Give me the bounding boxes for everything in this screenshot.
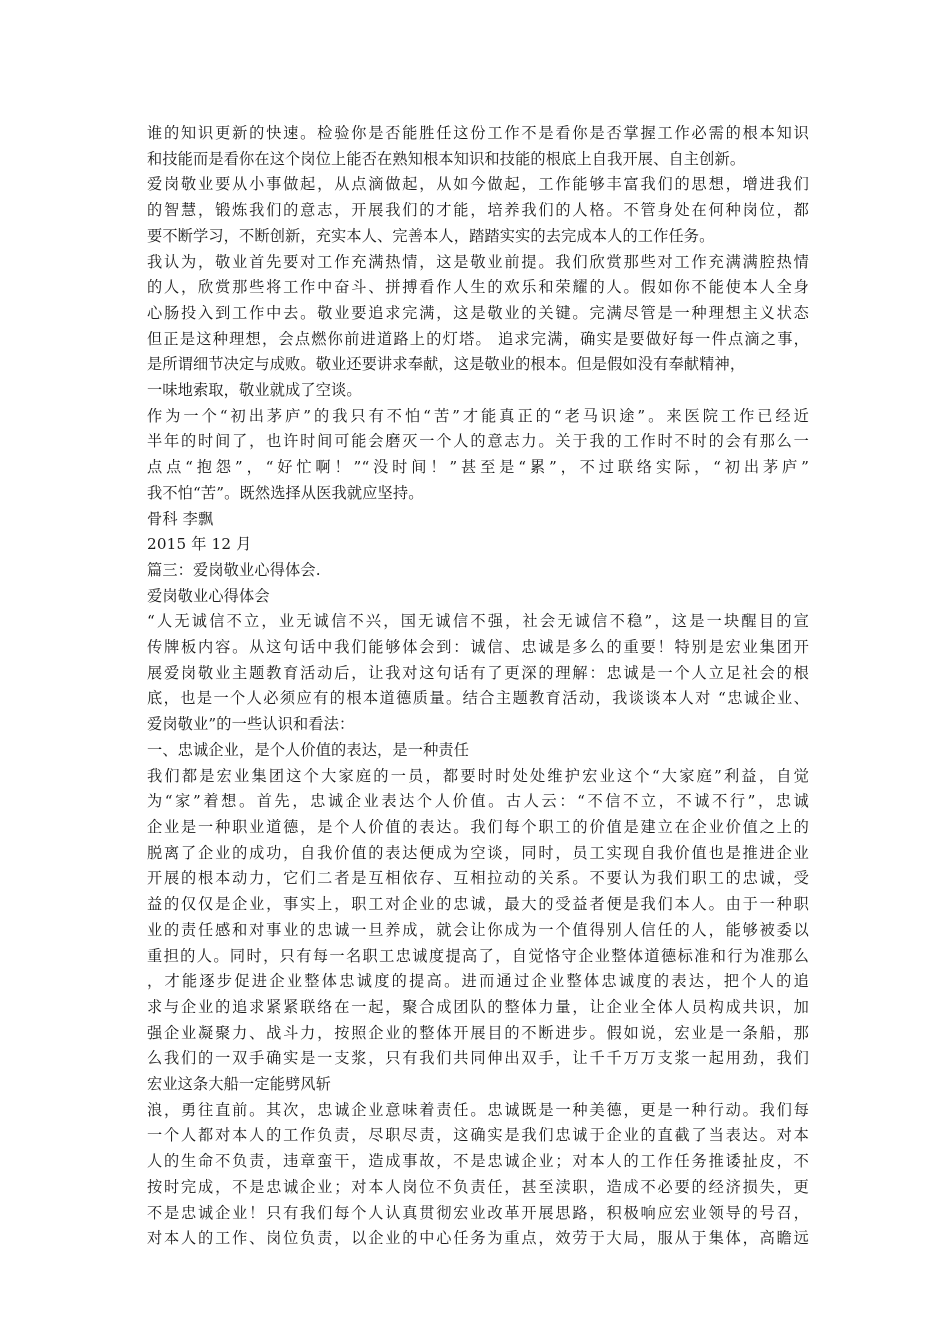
text-line: 么我们的一双手确实是一支浆，只有我们共同伸出双手，让千千万万支浆一起用劲，我们	[147, 1049, 809, 1068]
text-line: 我认为，敬业首先要对工作充满热情，这是敬业前提。我们欣赏那些对工作充满满腔热情	[147, 252, 809, 271]
text-line: 展爱岗敬业主题教育活动后，让我对这句话有了更深的理解：忠诚是一个人立足社会的根	[147, 663, 809, 682]
document-body	[147, 121, 809, 1252]
text-line: 是所谓细节决定与成败。敬业还要讲求奉献，这是敬业的根本。但是假如没有奉献精神，	[147, 355, 746, 374]
text-line: 但正是这种理想，会点燃你前进道路上的灯塔。 追求完满，确实是要做好每一件点滴之事，	[147, 329, 809, 348]
text-line: 强企业凝聚力、战斗力，按照企业的整体开展目的不断进步。假如说，宏业是一条船，那	[147, 1023, 809, 1042]
text-line: 企业是一种职业道德，是个人价值的表达。我们每个职工的价值是建立在企业价值之上的	[147, 817, 809, 836]
text-line: 爱岗敬业心得体会	[147, 586, 270, 605]
text-line: 爱岗敬业要从小事做起，从点滴做起，从如今做起，工作能够丰富我们的思想，增进我们	[147, 175, 809, 194]
text-line: 宏业这条大船一定能劈风斩	[147, 1075, 332, 1094]
text-line: “人无诚信不立，业无诚信不兴，国无诚信不强，社会无诚信不稳”，这是一块醒目的宣	[147, 612, 809, 631]
text-line: ，才能逐步促进企业整体忠诚度的提高。进而通过企业整体忠诚度的表达，把个人的追	[147, 972, 809, 991]
text-line: 骨科 李飘	[147, 509, 214, 528]
text-line: 一味地索取，敬业就成了空谈。	[147, 381, 362, 400]
text-line: 我不怕“苦”。既然选择从医我就应坚持。	[147, 483, 424, 502]
text-line: 半年的时间了，也许时间可能会磨灭一个人的意志力。关于我的工作时不时的会有那么一	[147, 432, 809, 451]
text-line: 重担的人。同时，只有每一名职工忠诚度提高了，自觉恪守企业整体道德标准和行为准那么	[147, 946, 809, 965]
text-line: 人的生命不负责，违章蛮干，造成事故，不是忠诚企业；对本人的工作任务推诿扯皮，不	[147, 1152, 809, 1171]
text-line: 的人，欣赏那些将工作中奋斗、拼搏看作人生的欢乐和荣耀的人。假如你不能使本人全身	[147, 278, 809, 297]
text-line: 一、忠诚企业，是个人价值的表达，是一种责任	[147, 740, 470, 759]
text-line: 为“家”着想。首先，忠诚企业表达个人价值。古人云：“不信不立，不诚不行”，忠诚	[147, 792, 809, 811]
text-line: 求与企业的追求紧紧联络在一起，聚合成团队的整体力量，让企业全体人员构成共识，加	[147, 997, 809, 1016]
text-line: 和技能而是看你在这个岗位上能否在熟知根本知识和技能的根底上自我开展、自主创新。	[147, 149, 746, 168]
text-line: 点点“抱怨”，“好忙啊！”“没时间！”甚至是“累”，不过联络实际，“初出茅庐”	[147, 458, 809, 477]
text-line: 我们都是宏业集团这个大家庭的一员，都要时时处处维护宏业这个“大家庭”利益，自觉	[147, 766, 809, 785]
text-line: 益的仅仅是企业，事实上，职工对企业的忠诚，最大的受益者便是我们本人。由于一种职	[147, 895, 809, 914]
text-line: 底，也是一个人必须应有的根本道德质量。结合主题教育活动，我谈谈本人对 “忠诚企业、	[147, 689, 809, 708]
text-line: 篇三：爱岗敬业心得体会.	[147, 560, 321, 579]
text-line: 心肠投入到工作中去。敬业要追求完满，这是敬业的关键。完满尽管是一种理想主义状态	[147, 303, 809, 322]
text-line: 不是忠诚企业！只有我们每个人认真贯彻宏业改革开展思路，积极响应宏业领导的号召，	[147, 1203, 809, 1222]
text-line: 对本人的工作、岗位负责，以企业的中心任务为重点，效劳于大局，服从于集体，高瞻远	[147, 1229, 809, 1248]
text-line: 开展的根本动力，它们二者是互相依存、互相拉动的关系。不要认为我们职工的忠诚，受	[147, 869, 809, 888]
text-line: 按时完成，不是忠诚企业；对本人岗位不负责任，甚至渎职，造成不必要的经济损失，更	[147, 1177, 809, 1196]
text-line: 一个人都对本人的工作负责，尽职尽责，这确实是我们忠诚于企业的直截了当表达。对本	[147, 1126, 809, 1145]
text-line: 脱离了企业的成功，自我价值的表达便成为空谈，同时，员工实现自我价值也是推进企业	[147, 843, 809, 862]
text-line: 浪，勇往直前。其次，忠诚企业意味着责任。忠诚既是一种美德，更是一种行动。我们每	[147, 1100, 809, 1119]
text-line: 谁的知识更新的快速。检验你是否能胜任这份工作不是看你是否掌握工作必需的根本知识	[147, 124, 809, 142]
text-line: 业的责任感和对事业的忠诚一旦养成，就会让你成为一个值得别人信任的人，能够被委以	[147, 920, 809, 939]
text-line: 爱岗敬业”的一些认识和看法：	[147, 715, 355, 734]
text-line: 作为一个“初出茅庐”的我只有不怕“苦”才能真正的“老马识途”。来医院工作已经近	[147, 406, 809, 425]
text-line: 要不断学习，不断创新，充实本人、完善本人，踏踏实实的去完成本人的工作任务。	[147, 226, 715, 245]
text-line: 传牌板内容。从这句话中我们能够体会到：诚信、忠诚是多么的重要！特别是宏业集团开	[147, 638, 809, 657]
text-line: 2015 年 12 月	[147, 535, 252, 554]
text-line: 的智慧，锻炼我们的意志，开展我们的才能，培养我们的人格。不管身处在何种岗位，都	[147, 201, 809, 220]
